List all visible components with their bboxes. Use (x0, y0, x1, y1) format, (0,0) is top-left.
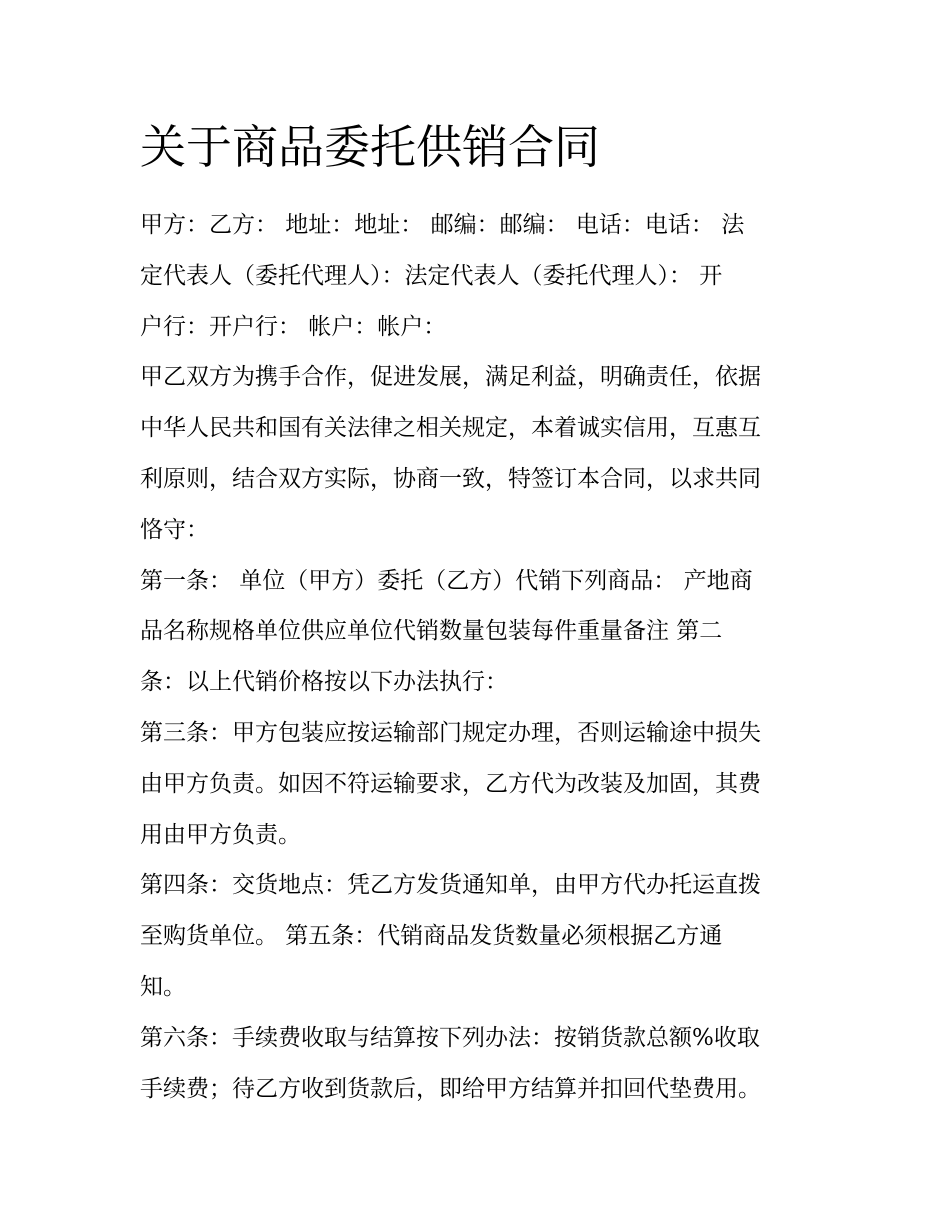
text-line: 至购货单位。 第五条：代销商品发货数量必须根据乙方通 (140, 923, 723, 950)
text-line: 甲乙双方为携手合作，促进发展，满足利益，明确责任，依据 (140, 364, 761, 391)
text-line: 第六条：手续费收取与结算按下列办法：按销货款总额%收取 (140, 1024, 760, 1051)
document-title: 关于商品委托供销合同 (140, 120, 600, 174)
text-line: 品名称规格单位供应单位代销数量包装每件重量备注 第二 (140, 618, 723, 645)
text-line: 甲方：乙方： 地址：地址： 邮编：邮编： 电话：电话： 法 (140, 212, 745, 238)
paragraph-preamble (140, 352, 812, 555)
text-line: 恪守： (140, 516, 209, 543)
text-line: 第四条：交货地点：凭乙方发货通知单，由甲方代办托运直拨 (140, 872, 761, 899)
document-page (140, 112, 812, 1114)
text-line: 中华人民共和国有关法律之相关规定，本着诚实信用，互惠互 (140, 415, 761, 442)
paragraph-article-4-5 (140, 860, 812, 1012)
paragraph-article-1-2 (140, 556, 812, 708)
text-line: 手续费；待乙方收到货款后，即给甲方结算并扣回代垫费用。 (140, 1075, 761, 1102)
text-line: 条：以上代销价格按以下办法执行： (140, 669, 508, 696)
text-line: 户行：开户行： 帐户：帐户： (140, 313, 447, 340)
text-line: 定代表人（委托代理人）：法定代表人（委托代理人）： 开 (140, 262, 723, 289)
text-line: 知。 (140, 973, 186, 1000)
text-line: 用由甲方负责。 (140, 821, 301, 848)
paragraph-article-3 (140, 708, 812, 860)
text-line: 由甲方负责。如因不符运输要求，乙方代为改装及加固，其费 (140, 770, 761, 797)
paragraph-article-6 (140, 1013, 812, 1115)
text-line: 第一条： 单位（甲方）委托（乙方）代销下列商品： 产地商 (140, 567, 753, 594)
text-line: 利原则，结合双方实际，协商一致，特签订本合同，以求共同 (140, 465, 761, 492)
text-line: 第三条：甲方包装应按运输部门规定办理，否则运输途中损失 (140, 719, 761, 746)
paragraph-parties (140, 200, 812, 352)
